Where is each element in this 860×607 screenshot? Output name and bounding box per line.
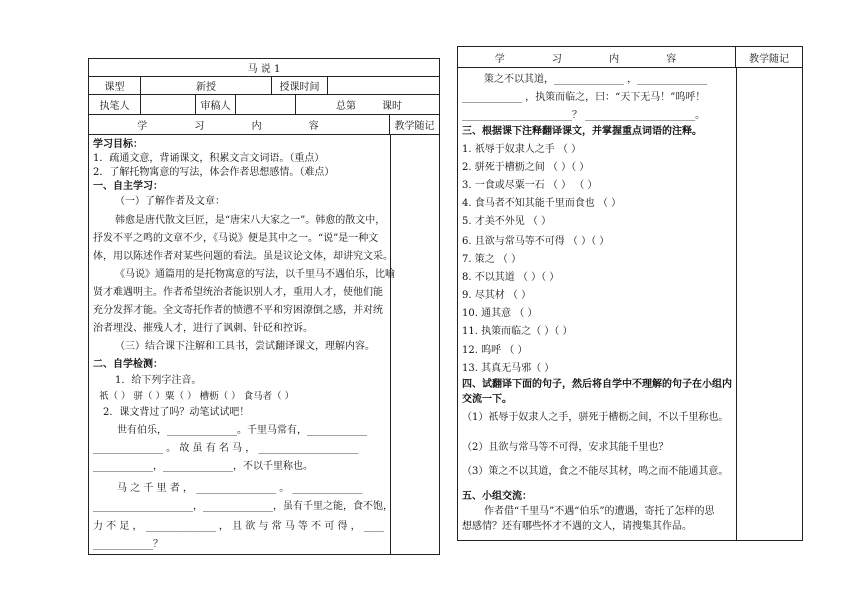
intro-line-5: 贤才难遇明主。作者希望统治者能识别人才，重用人才，使他们能 [93,287,383,298]
intro-line-7: 治者埋没、摧残人才，进行了讽刺、针砭和控诉。 [93,323,313,334]
vocab-13: 13. 其真无马邪（ ） [462,363,555,374]
time-label: 授课时间 [272,76,328,94]
sentence-3: （3）策之不以其道，食之不能尽其材，鸣之而不能通其意。 [462,466,729,477]
recite-line-9: ____________ ，执策而临之，曰：“天下无马！”呜呼！ [462,92,706,103]
vocab-7: 7. 策之 （ ） [462,254,522,265]
right-teaching-notes-header: 教学随记 [749,53,789,65]
type-value: 新授 [141,76,272,94]
study-content-header: 学 习 内 容 [89,114,390,134]
intro-line-4: 《马说》通篇用的是托物寓意的写法，以千里马不遇伯乐，比喻 [115,269,395,280]
sentence-1: （1）祇辱于奴隶人之手，骈死于槽枥之间，不以千里称也。 [462,412,729,423]
type-label: 课型 [89,76,141,94]
vocab-3: 3. 一食或尽粟一石 （ ） （ ） [462,180,598,191]
recite-instruction: 2．课文背过了吗？动笔试试吧！ [103,407,250,418]
intro-line-6: 充分发挥才能。全文寄托作者的愤懑不平和穷困潦倒之感，并对统 [93,305,383,316]
section-3-heading: 三、根据课下注释翻译课文，并掌握重点词语的注释。 [462,126,702,137]
writer-value [141,94,196,114]
total-label: 总第 [336,100,356,112]
vocab-10: 10. 通其意 （ ） [462,308,538,319]
recite-line-7: ____________？ [93,539,163,550]
notes-divider [390,134,391,554]
recite-line-4: 马 之 千 里 者 ， ________________ 。 ______________ [117,483,363,494]
lesson-label: 课时 [382,100,402,112]
left-worksheet [88,58,440,555]
recite-line-3: ____________，______________，不以千里称也。 [93,461,313,472]
section-2-heading: 二、自学检测： [93,359,163,370]
recite-line-1: 世有伯乐，______________。千里马常有，____________ [117,425,367,436]
recite-line-5: ____________________，______________，虽有千里之能，食不饱， [93,501,393,512]
recite-line-10: ______________________？ ______________________。 [462,110,706,121]
sentence-2: （2）且欲与常马等不可得，安求其能千里也？ [462,442,669,453]
vocab-8: 8. 不以其道 （ ）（ ） [462,272,560,283]
vocab-5: 5. 才美不外见 （ ） [462,216,552,227]
total-lesson [296,94,439,114]
recite-line-8: 策之不以其道，______________ ，______________ [484,74,708,85]
section-5-heading: 五、小组交流： [462,491,532,502]
reviewer-value [236,94,296,114]
right-study-content-header: 学 习 内 容 [458,47,736,67]
section-4-heading-cont: 交流一下。 [462,394,512,405]
goal-2: 2．了解托物寓意的写法，体会作者思想感情。（难点） [93,167,335,178]
lesson-title: 马 说 1 [247,64,281,75]
discussion-line-2: 想感情？还有哪些怀才不遇的文人，请搜集其作品。 [462,521,692,532]
recite-line-6: 力 不 足 ， ______________ ， 且 欲 与 常 马 等 不 可 得 ， ____ [93,521,384,532]
section-1-heading: 一、自主学习： [93,181,163,192]
vocab-9: 9. 尽其材 （ ） [462,290,532,301]
writer-label: 执笔人 [89,94,141,114]
goal-1: 1．疏通文意，背诵课文，积累文言文词语。（重点） [93,153,325,164]
left-content [89,134,395,554]
discussion-line-1: 作者借“千里马”不遇“伯乐”的遭遇，寄托了怎样的思 [484,506,715,517]
vocab-2: 2. 骈死于槽枥之间 （ ）（ ） [462,162,590,173]
intro-line-3: 体，用以陈述作者对某些问题的看法。虽是议论文体，却讲究文采。 [93,251,393,262]
info-row-2 [89,94,439,115]
vocab-6: 6. 且欲与常马等不可得 （ ）（ ） [462,236,610,247]
author-subheading: （一）了解作者及文章： [115,196,225,207]
vocab-11: 11. 执策而临之（ ）（ ） [462,326,573,337]
header-row [89,114,439,135]
pinyin-instruction: 1．给下列字注音。 [115,375,202,386]
goals-heading: 学习目标： [93,139,143,150]
pinyin-blanks: 祇（ ） 骈（ ）粟（ ） 槽枥（ ） 食马者（ ） [99,391,295,402]
vocab-4: 4. 食马者不知其能千里而食也 （ ） [462,198,622,209]
vocab-1: 1. 祇辱于奴隶人之手 （ ） [462,144,582,155]
intro-line-2: 抒发不平之鸣的文章不少，《马说》便是其中之一。“说”是一种文 [93,233,379,244]
right-header-row [458,47,802,68]
info-row-1 [89,76,439,95]
recite-line-2: ______________ 。 故 虽 有 名 马 ， ____________________ [93,443,359,454]
section-4-heading: 四、试翻译下面的句子，然后将自学中不理解的句子在小组内 [462,379,732,390]
teaching-notes-header: 教学随记 [394,120,435,132]
right-worksheet [457,46,803,541]
time-value [328,76,439,94]
translate-instruction: （三）结合课下注解和工具书，尝试翻译课文，理解内容。 [115,341,375,352]
right-notes-divider [736,67,737,540]
intro-line-1: 韩愈是唐代散文巨匠，是“唐宋八大家之一”。韩愈的散文中， [115,215,386,226]
right-content [458,67,736,540]
reviewer-label: 审稿人 [196,94,236,114]
vocab-12: 12. 呜呼 （ ） [462,345,528,356]
title-row [89,59,439,77]
